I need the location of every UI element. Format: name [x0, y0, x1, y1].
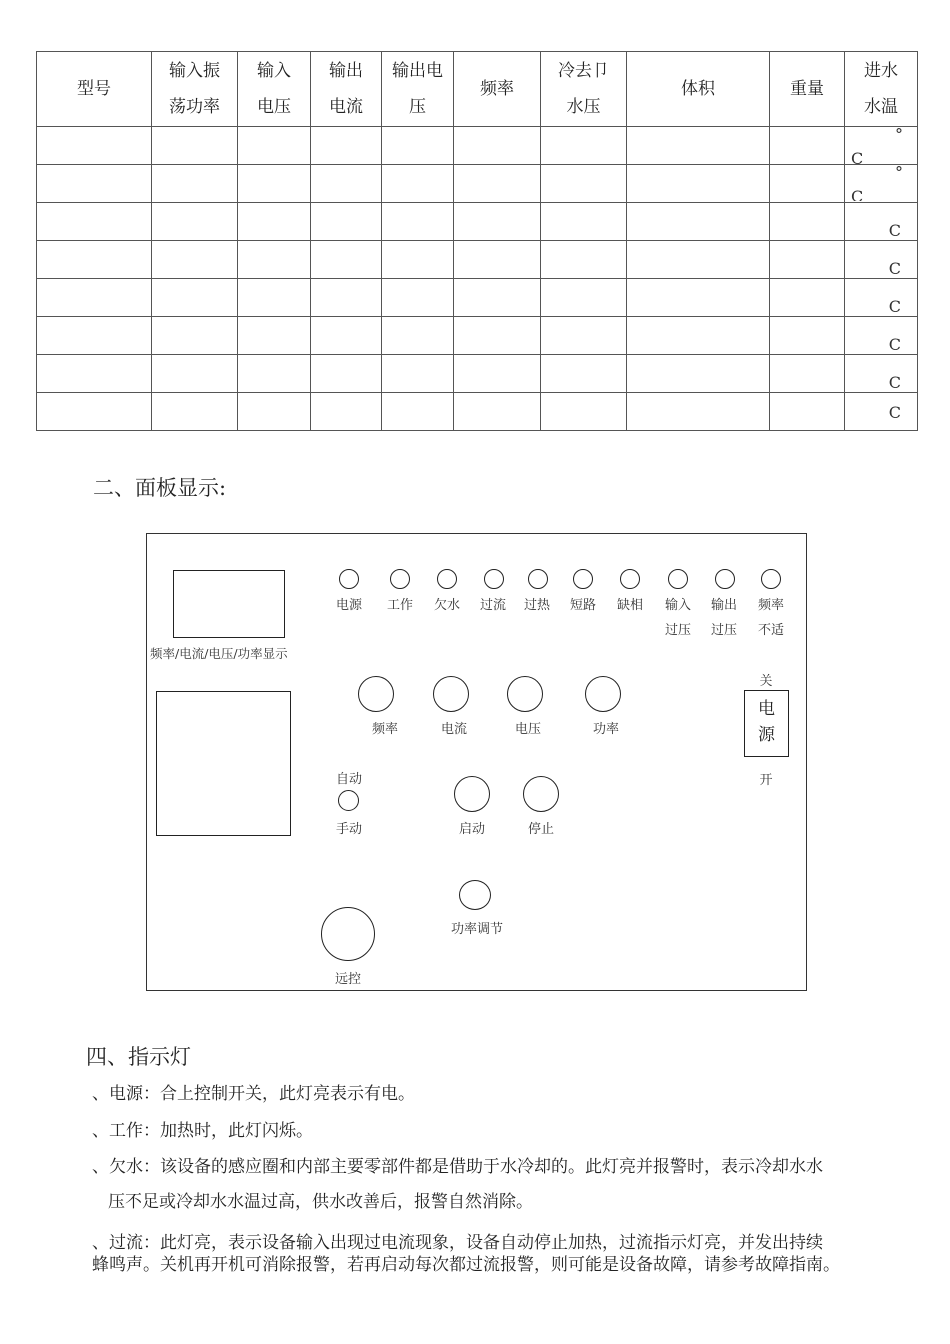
temp-unit-cell: C: [845, 317, 918, 355]
header-cell: 型号: [37, 52, 152, 127]
meter-label: 电流: [440, 722, 467, 737]
temp-unit-cell: C: [845, 393, 918, 431]
switch-label-top: 电: [758, 699, 775, 719]
led-low-water: [437, 569, 457, 589]
table-row: [37, 203, 918, 241]
control-window: [156, 691, 291, 836]
temp-unit-cell: C: [845, 279, 918, 317]
power-switch[interactable]: [744, 690, 789, 757]
meter-power: [585, 676, 621, 712]
meter-voltage: [507, 676, 543, 712]
temp-unit-cell: ° C: [845, 165, 918, 203]
meter-label: 功率: [592, 722, 619, 737]
table-row: [37, 127, 918, 165]
led-label: 频率: [757, 598, 784, 613]
switch-off-label: 关: [759, 674, 773, 689]
led-label: 过流: [479, 598, 506, 613]
led-label: 过热: [523, 598, 550, 613]
header-cell: 输入振 荡功率: [152, 52, 238, 127]
table-row: [37, 317, 918, 355]
led-label: 输出: [710, 598, 737, 613]
header-cell: 重量: [770, 52, 845, 127]
led-label: 输入: [664, 598, 691, 613]
header-cell: 频率: [454, 52, 541, 127]
header-cell: 输出 电流: [311, 52, 382, 127]
indicator-item: 、欠水：该设备的感应圈和内部主要零部件都是借助于水冷却的。此灯亮并报警时，表示冷却水水: [92, 1157, 823, 1177]
led-power: [339, 569, 359, 589]
header-cell: 进水 水温: [845, 52, 918, 127]
led-label: 短路: [569, 598, 596, 613]
table-row: [37, 355, 918, 393]
table-row: [37, 393, 918, 431]
header-cell: 体积: [627, 52, 770, 127]
temp-unit-cell: C: [845, 203, 918, 241]
header-cell: 冷去卩 水压: [541, 52, 627, 127]
led-short-circuit: [573, 569, 593, 589]
led-label: 不适: [757, 623, 784, 638]
section-title-panel: 二、面板显示:: [93, 476, 227, 500]
led-output-overvoltage: [715, 569, 735, 589]
power-adjust-label: 功率调节: [450, 922, 503, 937]
header-cell: 输入 电压: [238, 52, 311, 127]
meter-frequency: [358, 676, 394, 712]
indicator-item-continued: 压不足或冷却水水温过高，供水改善后，报警自然消除。: [108, 1192, 533, 1212]
display-label: 频率/电流/电压/功率显示: [150, 646, 288, 661]
header-cell: 输出电 压: [382, 52, 454, 127]
meter-current: [433, 676, 469, 712]
table-row: [37, 165, 918, 203]
indicator-item: 、工作：加热时，此灯闪烁。: [92, 1121, 313, 1141]
led-label: 工作: [386, 598, 413, 613]
mode-manual-label: 手动: [335, 822, 362, 837]
table-row: [37, 279, 918, 317]
display-screen: [173, 570, 285, 638]
spec-table: [36, 51, 918, 431]
power-adjust-knob[interactable]: [459, 880, 491, 910]
switch-on-label: 开: [759, 773, 773, 788]
stop-label: 停止: [527, 822, 554, 837]
led-label: 缺相: [616, 598, 643, 613]
indicator-item: 、电源：合上控制开关，此灯亮表示有电。: [92, 1084, 415, 1104]
led-label: 电源: [335, 598, 362, 613]
mode-switch[interactable]: [338, 790, 359, 811]
start-label: 启动: [458, 822, 485, 837]
meter-label: 电压: [514, 722, 541, 737]
led-overheat: [528, 569, 548, 589]
remote-connector: [321, 907, 375, 961]
stop-button[interactable]: [523, 776, 559, 812]
led-label: 过压: [664, 623, 691, 638]
section-title-indicators: 四、指示灯: [86, 1045, 191, 1069]
remote-label: 远控: [334, 972, 361, 987]
led-phase-loss: [620, 569, 640, 589]
meter-label: 频率: [371, 722, 398, 737]
temp-unit-cell: C: [845, 355, 918, 393]
temp-unit-cell: C: [845, 241, 918, 279]
led-working: [390, 569, 410, 589]
table-row: [37, 241, 918, 279]
panel-diagram: [146, 533, 807, 991]
mode-auto-label: 自动: [335, 772, 362, 787]
temp-unit-cell: ° C: [845, 127, 918, 165]
led-label: 欠水: [433, 598, 460, 613]
table-header-row: [37, 52, 918, 127]
led-overcurrent: [484, 569, 504, 589]
led-input-overvoltage: [668, 569, 688, 589]
switch-label-bottom: 源: [758, 725, 775, 745]
led-frequency-mismatch: [761, 569, 781, 589]
indicator-item-continued: 蜂鸣声。关机再开机可消除报警，若再启动每次都过流报警，则可能是设备故障，请参考故障指南。: [92, 1255, 840, 1275]
led-label: 过压: [710, 623, 737, 638]
start-button[interactable]: [454, 776, 490, 812]
indicator-item: 、过流：此灯亮，表示设备输入出现过电流现象，设备自动停止加热，过流指示灯亮，并发出持续: [92, 1233, 823, 1253]
